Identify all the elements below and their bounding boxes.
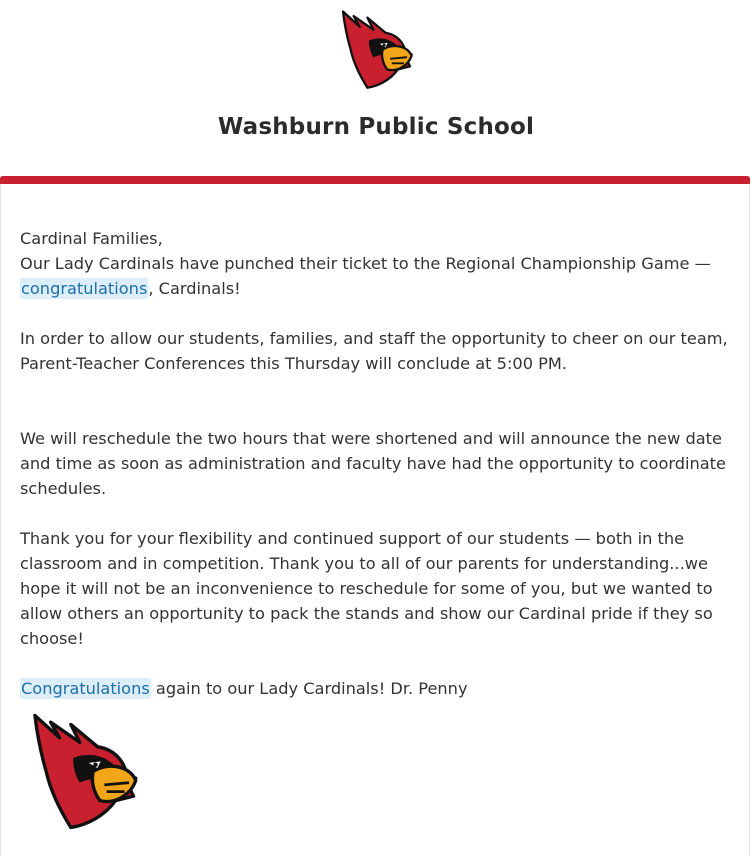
paragraph-1-text: Our Lady Cardinals have punched their ticket to the Regional Championship Game —: [20, 254, 711, 273]
highlighted-word[interactable]: congratulations: [21, 279, 148, 298]
paragraph-4: Thank you for your flexibility and continued support of our students — both in the classroom and in competition. Thank you to all of our parents for understanding...we hope it will not be an inconvenience to reschedule for some of you, but we wanted to allow others an opportunity to pack the stands and show our Cardinal pride if they so choose!: [20, 529, 713, 648]
paragraph-3: We will reschedule the two hours that were shortened and will announce the new date and time as soon as administration and faculty have had the opportunity to coordinate schedules.: [20, 429, 726, 498]
greeting: Cardinal Families,: [20, 229, 163, 248]
cardinal-mascot-icon: [336, 10, 414, 90]
email-header: [0, 0, 752, 176]
highlighted-word[interactable]: Congratulations: [21, 679, 150, 698]
paragraph-1: [20, 251, 736, 301]
paragraph-5-tail: again to our Lady Cardinals! Dr. Penny: [150, 679, 468, 698]
paragraph-1-tail: , Cardinals!: [148, 279, 241, 298]
cardinal-mascot-icon: [26, 712, 138, 832]
school-name: Washburn Public School: [217, 114, 535, 140]
paragraph-5: [20, 676, 736, 701]
message-body: [20, 226, 736, 701]
accent-bar: [0, 176, 750, 184]
paragraph-2: In order to allow our students, families, and staff the opportunity to cheer on our team, Parent-Teacher Conferences this Thursday will conclude at 5:00 PM.: [20, 329, 728, 373]
